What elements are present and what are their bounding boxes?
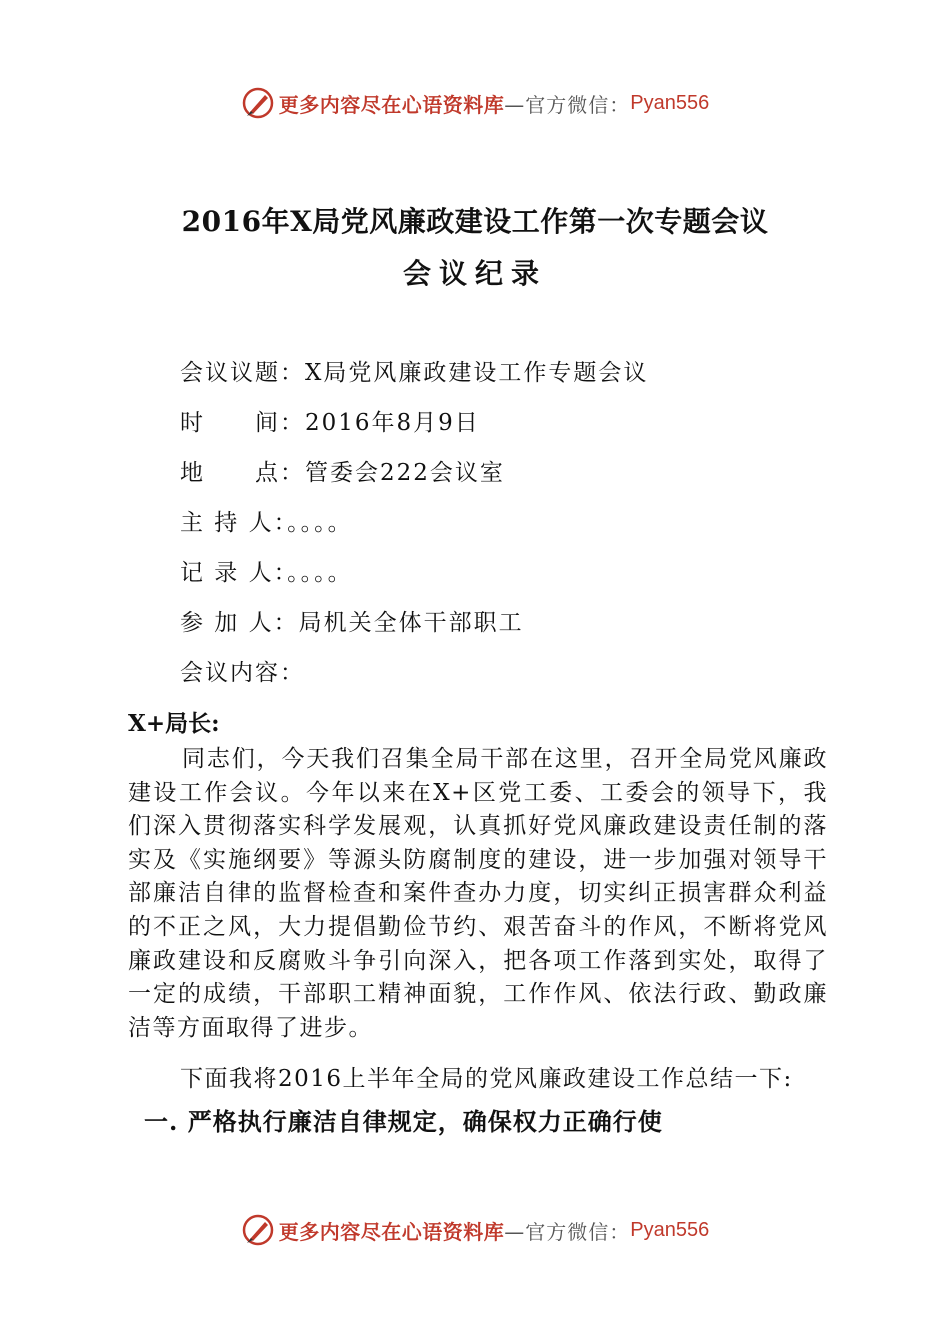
meta-topic-value: X局党风廉政建设工作专题会议 xyxy=(305,360,649,386)
speaker-label: X+局长: xyxy=(128,710,220,737)
meta-colon: ： xyxy=(273,560,288,586)
page-subtitle: 会议纪录 xyxy=(402,257,547,290)
meta-host-label: 主 持 人 xyxy=(180,510,274,536)
meta-attendee-value: 局机关全体干部职工 xyxy=(298,610,524,636)
banner-site-text: 更多内容尽在心语资料库 xyxy=(278,92,505,117)
meta-content-label: 会议内容 xyxy=(180,660,280,686)
meta-host xyxy=(180,504,353,537)
meta-colon: ： xyxy=(280,410,305,436)
meta-topic-label: 会议议题 xyxy=(180,360,280,386)
meta-place xyxy=(180,454,505,487)
meta-time-value: 2016年8月9日 xyxy=(305,410,480,436)
meta-time xyxy=(180,404,480,437)
meta-recorder-label: 记 录 人 xyxy=(180,560,274,586)
section-heading: 一. 严格执行廉洁自律规定，确保权力正确行使 xyxy=(144,1107,663,1136)
meta-topic xyxy=(180,354,648,387)
meta-colon: ： xyxy=(273,610,299,636)
meta-recorder-value: 。。。。 xyxy=(287,560,353,586)
meta-place-label: 地 点 xyxy=(180,460,280,486)
meta-attendee-label: 参 加 人 xyxy=(180,610,274,636)
meta-content xyxy=(180,654,305,687)
meta-colon: ： xyxy=(280,360,305,386)
meta-time-label: 时 间 xyxy=(180,410,280,436)
banner-wechat-id: Pyan556 xyxy=(630,91,710,114)
page-title: 2016年X局党风廉政建设工作第一次专题会议 xyxy=(181,205,769,238)
summary-line: 下面我将2016上半年全局的党风廉政建设工作总结一下: xyxy=(180,1066,793,1092)
banner-site-text: 更多内容尽在心语资料库 xyxy=(278,1219,505,1244)
pen-logo-icon xyxy=(241,86,275,120)
speech-paragraph: 同志们，今天我们召集全局干部在这里，召开全局党风廉政建设工作会议。今年以来在X+区党工委、工委会的领导下，我们深入贯彻落实科学发展观，认真抓好党风廉政建设责任制的落实及《实施纲要》等源头防腐制度的建设，进一步加强对领导干部廉洁自律的监督检查和案件查办力度，切实纠正损害群众利益的不正之风，大力提倡勤俭节约、艰苦奋斗的作风，不断将党风廉政建设和反腐败斗争引向深入，把各项工作落到实处，取得了一定的成绩，干部职工精神面貌，工作作风、依法行政、勤政廉洁等方面取得了进步。 xyxy=(128,746,828,1041)
meta-colon: ： xyxy=(280,460,305,486)
banner-sep-text: —官方微信： xyxy=(504,1219,631,1244)
meta-attendees xyxy=(180,604,524,637)
meta-place-value: 管委会222会议室 xyxy=(305,460,505,486)
banner-sep-text: —官方微信： xyxy=(504,92,631,117)
pen-logo-icon xyxy=(241,1213,275,1247)
meta-recorder xyxy=(180,554,353,587)
meta-colon: ： xyxy=(280,660,305,686)
meta-host-value: 。。。。 xyxy=(287,510,353,536)
meta-colon: ： xyxy=(273,510,288,536)
header-banner xyxy=(0,83,950,123)
footer-banner xyxy=(0,1210,950,1250)
banner-wechat-id: Pyan556 xyxy=(630,1218,710,1241)
